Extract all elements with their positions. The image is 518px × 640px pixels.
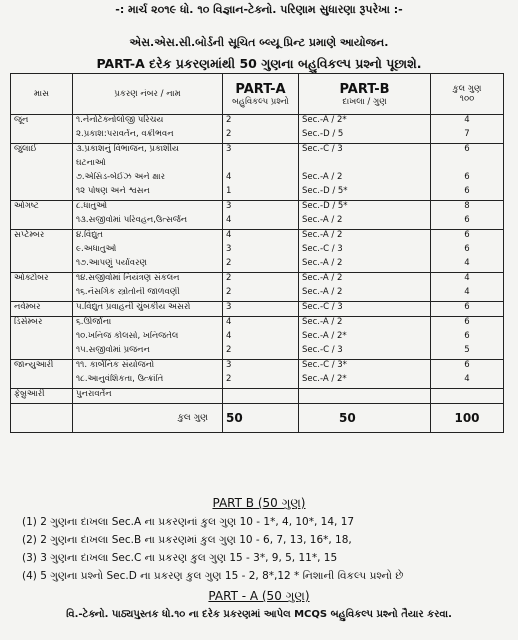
partb-cell: Sec.-C / 3* — [299, 360, 431, 375]
month-cell: ઓક્ટોબર — [11, 273, 73, 302]
chapter-cell: ૪.વિદ્યુત — [73, 230, 223, 245]
partb-cell: Sec.-C / 3 — [299, 144, 431, 159]
partb-cell: Sec.-A / 2 — [299, 230, 431, 245]
total-cell: 6 — [431, 360, 504, 375]
parta-cell: 4 — [223, 317, 299, 332]
parta-cell: 2 — [223, 273, 299, 288]
chapter-cell: ૧૭.આપણું પર્યાવરણ — [73, 258, 223, 273]
total-cell — [431, 158, 504, 172]
parta-cell: 2 — [223, 129, 299, 144]
parta-cell: 4 — [223, 230, 299, 245]
total-cell: 6 — [431, 331, 504, 345]
chapter-cell: ૨.પ્રકાશ:પરાવર્તન, વક્રીભવન — [73, 129, 223, 144]
table-row — [11, 331, 504, 345]
chapter-cell: ૧૫.સજીવોમાં પ્રજનન — [73, 345, 223, 360]
parta-cell: 3 — [223, 244, 299, 258]
total-total: 100 — [431, 404, 504, 433]
chapter-cell: ૧૩.સજીવોમાં પરિવહન,ઉત્સર્જન — [73, 215, 223, 230]
parta-cell: 2 — [223, 374, 299, 389]
partb-title: PART B (50 ગુણ) — [212, 496, 306, 510]
partb-cell — [299, 389, 431, 404]
partb-cell: Sec.-D / 5* — [299, 201, 431, 216]
parta-cell: 4 — [223, 172, 299, 186]
total-cell: 6 — [431, 144, 504, 159]
total-label: કુલ ગુણ — [73, 404, 223, 433]
parta-cell: 2 — [223, 287, 299, 302]
table-row — [11, 144, 504, 159]
parta-footer-note: વિ.-ટેક્નો. પાઠ્યપુસ્તક ધો.૧૦ ના દરેક પ્રકરણમાં આપેલ MCQS બહુવિકલ્પ પ્રશ્નો તૈયાર કરવા. — [66, 609, 452, 620]
table-row — [11, 230, 504, 245]
month-cell: જાન્યુઆરી — [11, 360, 73, 389]
partb-cell: Sec.-A / 2* — [299, 374, 431, 389]
partb-cell: Sec.-A / 2 — [299, 172, 431, 186]
chapter-cell: ૧૪.સજીવોમાં નિયંત્રણ સંકલન — [73, 273, 223, 288]
table-row — [11, 115, 504, 130]
chapter-cell: ૧૦.ખનિજ કોલસો, ખનિજતેલ — [73, 331, 223, 345]
total-cell — [431, 389, 504, 404]
total-cell: 6 — [431, 230, 504, 245]
header-parta: PART-A બહુવિકલ્પ પ્રશ્નો — [223, 74, 299, 115]
table-row — [11, 201, 504, 216]
table-row — [11, 302, 504, 317]
partb-cell — [299, 158, 431, 172]
parta-cell: 3 — [223, 144, 299, 159]
table-row — [11, 273, 504, 288]
total-cell: 4 — [431, 115, 504, 130]
total-cell: 4 — [431, 374, 504, 389]
table-row — [11, 258, 504, 273]
total-cell: 6 — [431, 172, 504, 186]
chapter-cell: ૭.એસિડ-બેઈઝ અને ક્ષાર — [73, 172, 223, 186]
table-header-row — [11, 74, 504, 115]
chapter-cell: ૧૧. કાર્બનિક સંયોજનો — [73, 360, 223, 375]
month-cell: જૂન — [11, 115, 73, 144]
table-row — [11, 186, 504, 201]
document-title: -: માર્ચ ૨૦૧૯ ધો. ૧૦ વિજ્ઞાન-ટેક્નો. પરિણામ સુધારણા રૂપરેખા :- — [115, 3, 403, 16]
total-cell: 5 — [431, 345, 504, 360]
parta-cell: 2 — [223, 345, 299, 360]
total-row — [11, 404, 504, 433]
chapter-cell: ૬.ઊર્જાના — [73, 317, 223, 332]
parta-cell: 2 — [223, 258, 299, 273]
parta-cell: 2 — [223, 115, 299, 130]
total-cell: 4 — [431, 287, 504, 302]
chapter-cell: ૧૬.નૈસર્ગિક સ્ત્રોતોની જાળવણી — [73, 287, 223, 302]
chapter-cell: ૮.ધાતુઓ — [73, 201, 223, 216]
partb-cell: Sec.-A / 2 — [299, 215, 431, 230]
partb-cell: Sec.-C / 3 — [299, 302, 431, 317]
parta-cell: 3 — [223, 302, 299, 317]
parta-cell: 3 — [223, 201, 299, 216]
table-row — [11, 129, 504, 144]
header-total: કુલ ગુણ ૧૦૦ — [431, 74, 504, 115]
total-cell: 8 — [431, 201, 504, 216]
month-cell: ફેબ્રુઆરી — [11, 389, 73, 404]
total-cell: 7 — [431, 129, 504, 144]
total-partb: 50 — [299, 404, 431, 433]
total-parta: 50 — [223, 404, 299, 433]
blueprint-subtitle: એસ.એસ.સી.બોર્ડની સૂચિત બ્લ્યૂ પ્રિન્ટ પ્રમાણે આયોજન. — [129, 36, 389, 49]
partb-cell: Sec.-A / 2 — [299, 258, 431, 273]
total-cell: 6 — [431, 317, 504, 332]
chapter-cell: ૫.વિદ્યુત પ્રવાહની ચુંબકીય અસરો — [73, 302, 223, 317]
table-row — [11, 374, 504, 389]
blueprint-table — [10, 73, 504, 433]
partb-item: (4) 5 ગુણના પ્રશ્નો Sec.D ના પ્રકરણ કુલ ગુણ 15 - 2, 8*,12 * નિશાની વિકલ્પ પ્રશ્નો છે — [22, 570, 404, 582]
table-row — [11, 158, 504, 172]
total-cell: 6 — [431, 244, 504, 258]
table-row — [11, 244, 504, 258]
parta-cell: 4 — [223, 331, 299, 345]
table-row — [11, 360, 504, 375]
table-row — [11, 317, 504, 332]
partb-cell: Sec.-D / 5 — [299, 129, 431, 144]
partb-cell: Sec.-A / 2* — [299, 331, 431, 345]
header-month: માસ — [11, 74, 73, 115]
total-cell: 6 — [431, 186, 504, 201]
header-partb: PART-B દાખલા / ગુણ — [299, 74, 431, 115]
chapter-cell: ૩.પ્રકાશનું વિભાજન, પ્રકાશીય — [73, 144, 223, 159]
table-row — [11, 215, 504, 230]
partb-cell: Sec.-A / 2 — [299, 317, 431, 332]
chapter-cell: ૧૨ પોષણ અને શ્વસન — [73, 186, 223, 201]
parta-intro: PART-A દરેક પ્રકરણમાંથી 50 ગુણના બહુવિકલ્પ પ્રશ્નો પૂછાશે. — [96, 56, 422, 71]
month-cell: નવેમ્બર — [11, 302, 73, 317]
total-cell: 6 — [431, 302, 504, 317]
total-cell: 4 — [431, 258, 504, 273]
parta-cell — [223, 389, 299, 404]
table-row — [11, 345, 504, 360]
parta-cell: 4 — [223, 215, 299, 230]
chapter-cell: ૯.અધાતુઓ — [73, 244, 223, 258]
partb-cell: Sec.-A / 2* — [299, 115, 431, 130]
table-body — [11, 115, 504, 433]
month-cell: જુલાઈ — [11, 144, 73, 201]
partb-item: (2) 2 ગુણના દાખલા Sec.B ના પ્રકરણમાં કુલ ગુણ 10 - 6, 7, 13, 16*, 18, — [22, 534, 352, 546]
partb-cell: Sec.-C / 3 — [299, 244, 431, 258]
parta-cell: 1 — [223, 186, 299, 201]
partb-cell: Sec.-A / 2 — [299, 273, 431, 288]
header-chapter: પ્રકરણ નંબર / નામ — [73, 74, 223, 115]
month-cell: ઓગષ્ટ — [11, 201, 73, 230]
parta-title: PART - A (50 ગુણ) — [208, 589, 310, 603]
partb-cell: Sec.-A / 2 — [299, 287, 431, 302]
chapter-cell: ૧૮.આનુવંશિકતા, ઉત્ક્રાંતિ — [73, 374, 223, 389]
partb-cell: Sec.-D / 5* — [299, 186, 431, 201]
partb-cell: Sec.-C / 3 — [299, 345, 431, 360]
chapter-cell: ઘટનાઓ — [73, 158, 223, 172]
total-cell: 6 — [431, 215, 504, 230]
chapter-cell: ૧.નેનોટેક્નોલોજી પરિચય — [73, 115, 223, 130]
month-cell: સપ્ટેમ્બર — [11, 230, 73, 273]
partb-item: (1) 2 ગુણના દાખલા Sec.A ના પ્રકરણનાં કુલ ગુણ 10 - 1*, 4, 10*, 14, 17 — [22, 516, 355, 528]
month-cell: ડિસેમ્બર — [11, 317, 73, 360]
table-row — [11, 287, 504, 302]
parta-cell — [223, 158, 299, 172]
table-row — [11, 172, 504, 186]
parta-cell: 3 — [223, 360, 299, 375]
chapter-cell: પુનરાવર્તન — [73, 389, 223, 404]
table-row — [11, 389, 504, 404]
total-cell: 4 — [431, 273, 504, 288]
partb-item: (3) 3 ગુણના દાખલા Sec.C ના પ્રકરણ કુલ ગુણ 15 - 3*, 9, 5, 11*, 15 — [22, 552, 338, 564]
total-month-cell — [11, 404, 73, 433]
